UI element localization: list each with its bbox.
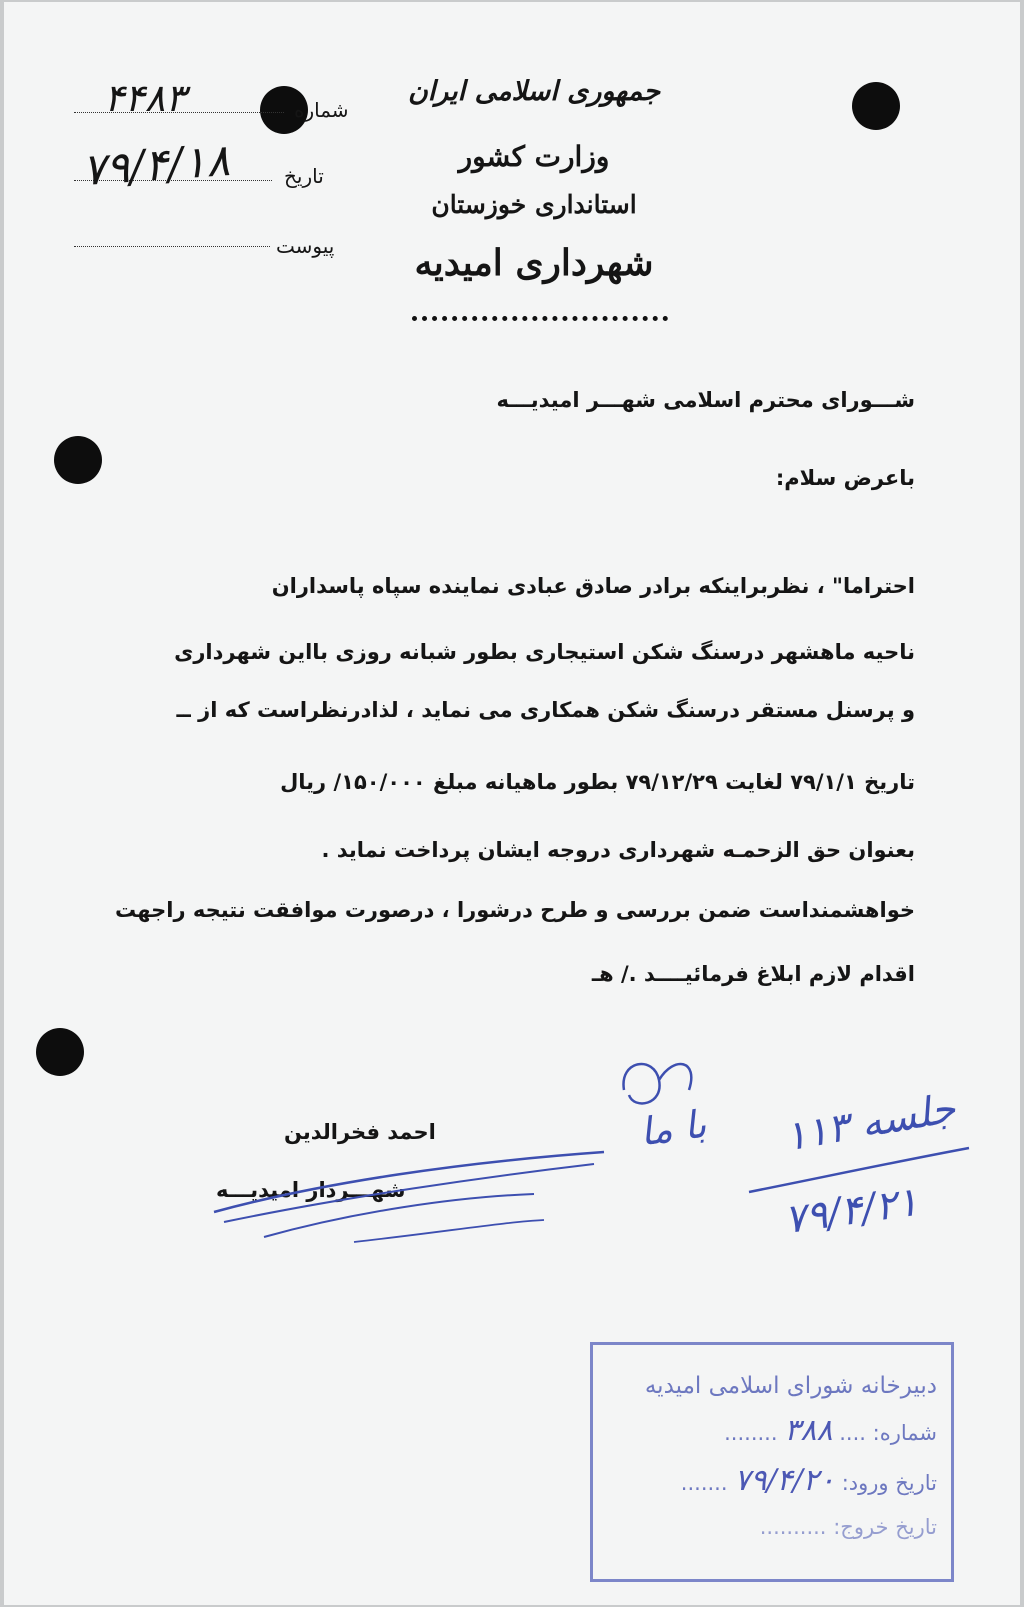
stamp-entry-value: ۷۹/۴/۲۰ xyxy=(734,1463,835,1498)
stamp-number-row xyxy=(724,1413,937,1448)
date-value: ۷۹/۴/۱۸ xyxy=(80,134,232,197)
letter-page xyxy=(4,2,1020,1605)
punch-hole xyxy=(36,1028,84,1076)
header-ministry: وزارت کشور xyxy=(458,140,610,173)
body-line: ناحیه ماهشهر درسنگ شکن استیجاری بطور شبانه روزی بااین شهرداری xyxy=(174,640,915,664)
stamp-entry-label: تاریخ ورود: xyxy=(841,1471,937,1495)
header-divider xyxy=(412,316,668,321)
body-line: اقدام لازم ابلاغ فرمائیــــد ./ هـ xyxy=(591,962,915,986)
number-value: ۴۴۸۳ xyxy=(104,76,186,120)
signatory-name: احمد فخرالدین xyxy=(284,1120,436,1144)
handwritten-session: جلسه ۱۱۳ xyxy=(781,1085,959,1161)
punch-hole xyxy=(54,436,102,484)
body-line: بعنوان حق الزحمـه شهرداری دروجه ایشان پرداخت نماید . xyxy=(321,838,915,862)
stamp-dots: .... xyxy=(839,1421,866,1445)
body-line: تاریخ ۷۹/۱/۱ لغایت ۷۹/۱۲/۲۹ بطور ماهیانه مبلغ ۱۵۰/۰۰۰/ ریال xyxy=(280,770,915,794)
handwritten-date: ۷۹/۴/۲۱ xyxy=(781,1178,921,1244)
stamp-exit-label: تاریخ خروج: xyxy=(833,1515,937,1539)
stamp-title: دبیرخانه شورای اسلامی امیدیه xyxy=(644,1373,937,1399)
header-municipality: شهرداری امیدیه xyxy=(414,242,654,284)
greeting: باعرض سلام: xyxy=(775,466,915,490)
handwritten-note: با ما xyxy=(637,1101,709,1155)
addressee: شـــورای محترم اسلامی شهـــر امیدیـــه xyxy=(496,388,915,412)
number-label: شماره xyxy=(294,98,349,122)
stamp-dots: .......... xyxy=(759,1515,827,1539)
signature-scribble xyxy=(204,1142,624,1252)
attachment-line xyxy=(74,246,270,247)
header-governorate: استانداری خوزستان xyxy=(431,190,637,219)
registration-stamp xyxy=(590,1342,954,1582)
header-country: جمهوری اسلامی ایران xyxy=(407,76,661,107)
stamp-number-label: شماره: xyxy=(872,1421,937,1445)
attachment-label: پیوست xyxy=(276,234,335,258)
stamp-dots: ....... xyxy=(680,1471,728,1495)
date-label: تاریخ xyxy=(284,164,324,188)
body-line: احتراما" ، نظربراینکه برادر صادق عبادی نماینده سپاه پاسداران xyxy=(271,574,915,598)
body-line: و پرسنل مستقر درسنگ شکن همکاری می نماید ، لذادرنظراست که از ــ xyxy=(176,698,915,722)
signatory-title: شهـــردار امیدیـــه xyxy=(216,1178,406,1202)
stamp-entry-row xyxy=(681,1463,937,1498)
initials-scribble xyxy=(614,1050,704,1120)
punch-hole xyxy=(852,82,900,130)
stamp-dots: ........ xyxy=(724,1421,778,1445)
stamp-exit-row xyxy=(760,1515,937,1539)
body-line: خواهشمنداست ضمن بررسی و طرح درشورا ، درصورت موافقت نتیجه راجهت xyxy=(115,898,915,922)
stamp-number-value: ۳۸۸ xyxy=(784,1413,833,1448)
